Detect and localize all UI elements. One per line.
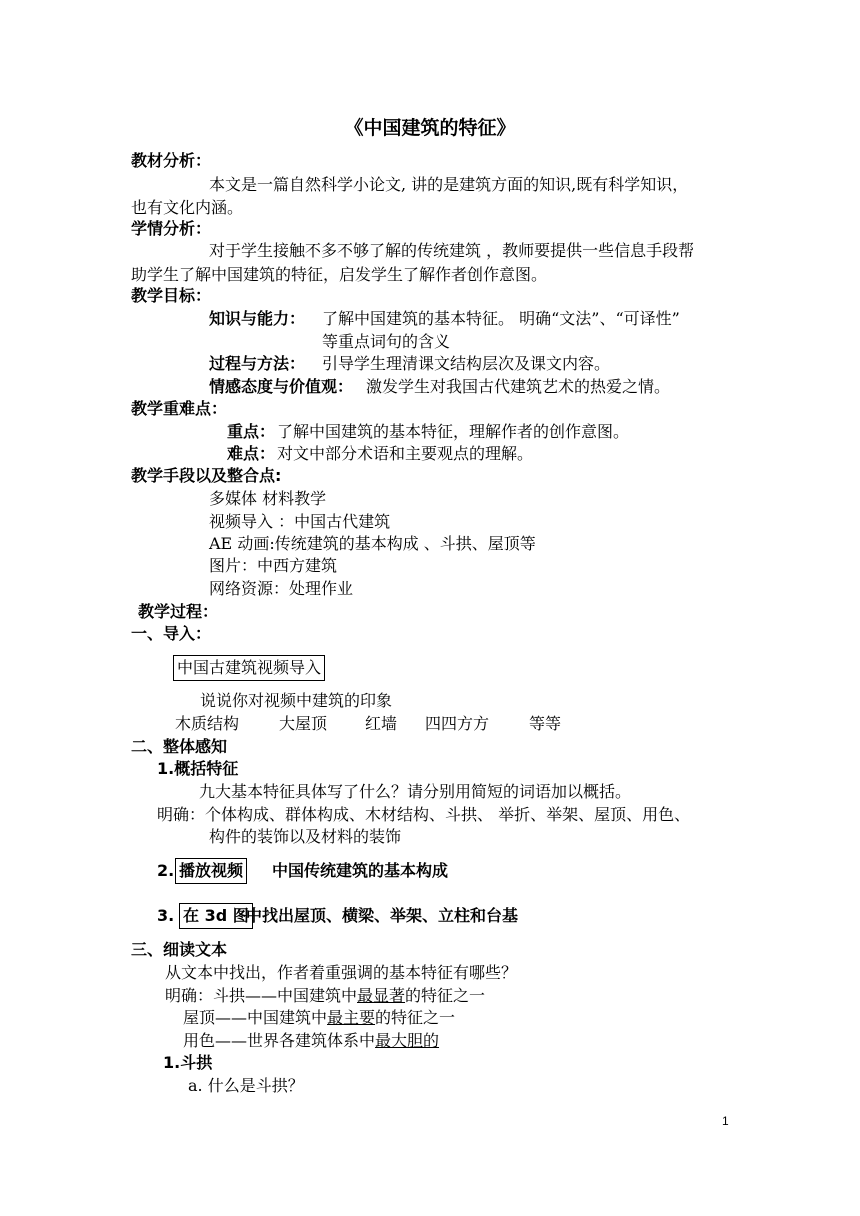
reading-answer-1: 明确：斗拱——中国建筑中最显著的特征之一 (165, 986, 486, 1005)
overall-sub3-num: 3. (157, 906, 175, 925)
difficult-label: 难点： (227, 444, 276, 463)
reading-answer-3: 用色——世界各建筑体系中最大胆的 (183, 1031, 440, 1050)
overall-sub1: 1.概括特征 (157, 759, 239, 778)
impression-item: 等等 (529, 714, 562, 733)
key-points-heading: 教学重难点： (131, 399, 228, 418)
reading-question: 从文本中找出，作者着重强调的基本特征有哪些？ (165, 963, 518, 982)
method-item: 图片：中西方建筑 (209, 556, 338, 575)
overall-heading: 二、整体感知 (131, 737, 228, 756)
methods-heading: 教学手段以及整合点: (131, 466, 282, 485)
overall-answer: 明确：个体构成、群体构成、木材结构、斗拱、 举折、举架、屋顶、用色、 (157, 805, 691, 824)
process-text: 引导学生理清课文结构层次及课文内容。 (322, 354, 611, 373)
overall-answer: 构件的装饰以及材料的装饰 (209, 827, 402, 846)
method-item: 多媒体 材料教学 (209, 489, 327, 508)
student-analysis-line: 助学生了解中国建筑的特征，启发学生了解作者创作意图。 (131, 265, 548, 284)
textbook-analysis-line: 本文是一篇自然科学小论文, 讲的是建筑方面的知识,既有科学知识， (209, 175, 689, 194)
method-item: 视频导入 ：中国古代建筑 (209, 512, 391, 531)
key-text: 了解中国建筑的基本特征，理解作者的创作意图。 (277, 422, 630, 441)
reading-sub1-question: a. 什么是斗拱？ (188, 1076, 304, 1095)
page-title: 《中国建筑的特征》 (344, 117, 516, 139)
overall-sub2-text: 中国传统建筑的基本构成 (272, 861, 449, 880)
impression-item: 大屋顶 (279, 714, 328, 733)
impression-item: 木质结构 (175, 714, 240, 733)
goals-heading: 教学目标： (131, 286, 212, 305)
overall-question: 九大基本特征具体写了什么？请分别用简短的词语加以概括。 (199, 782, 632, 801)
knowledge-text: 了解中国建筑的基本特征。 明确“文法”、“可译性” (322, 309, 680, 328)
textbook-analysis-heading: 教材分析： (131, 151, 212, 170)
difficult-text: 对文中部分术语和主要观点的理解。 (277, 444, 534, 463)
reading-answer-2: 屋顶——中国建筑中最主要的特征之一 (183, 1008, 456, 1027)
intro-heading: 一、导入： (131, 624, 212, 643)
process-heading: 教学过程： (138, 602, 219, 621)
method-item: AE 动画:传统建筑的基本构成 、斗拱、屋顶等 (209, 534, 536, 553)
knowledge-text: 等重点词句的含义 (322, 332, 451, 351)
intro-video-box: 中国古建筑视频导入 (173, 655, 325, 681)
overall-sub2-num: 2. (157, 861, 175, 880)
method-item: 网络资源：处理作业 (209, 579, 354, 598)
emotion-label: 情感态度与价值观： (209, 377, 354, 396)
3d-model-box: 在 3d 图 (179, 903, 253, 929)
textbook-analysis-line: 也有文化内涵。 (131, 198, 244, 217)
key-label: 重点： (227, 422, 276, 441)
student-analysis-line: 对于学生接触不多不够了解的传统建筑 ，教师要提供一些信息手段帮 (209, 241, 695, 260)
play-video-box: 播放视频 (175, 858, 247, 884)
impression-item: 四四方方 (425, 714, 490, 733)
page-number: 1 (722, 1114, 729, 1128)
reading-sub1: 1.斗拱 (163, 1053, 213, 1072)
emotion-text: 激发学生对我国古代建筑艺术的热爱之情。 (366, 377, 671, 396)
intro-prompt: 说说你对视频中建筑的印象 (200, 691, 393, 710)
knowledge-label: 知识与能力： (209, 309, 306, 328)
process-label: 过程与方法： (209, 354, 306, 373)
reading-heading: 三、细读文本 (131, 940, 228, 959)
overall-sub3-text: 中找出屋顶、横梁、举架、立柱和台基 (246, 906, 519, 925)
student-analysis-heading: 学情分析： (131, 219, 212, 238)
impression-item: 红墙 (365, 714, 398, 733)
